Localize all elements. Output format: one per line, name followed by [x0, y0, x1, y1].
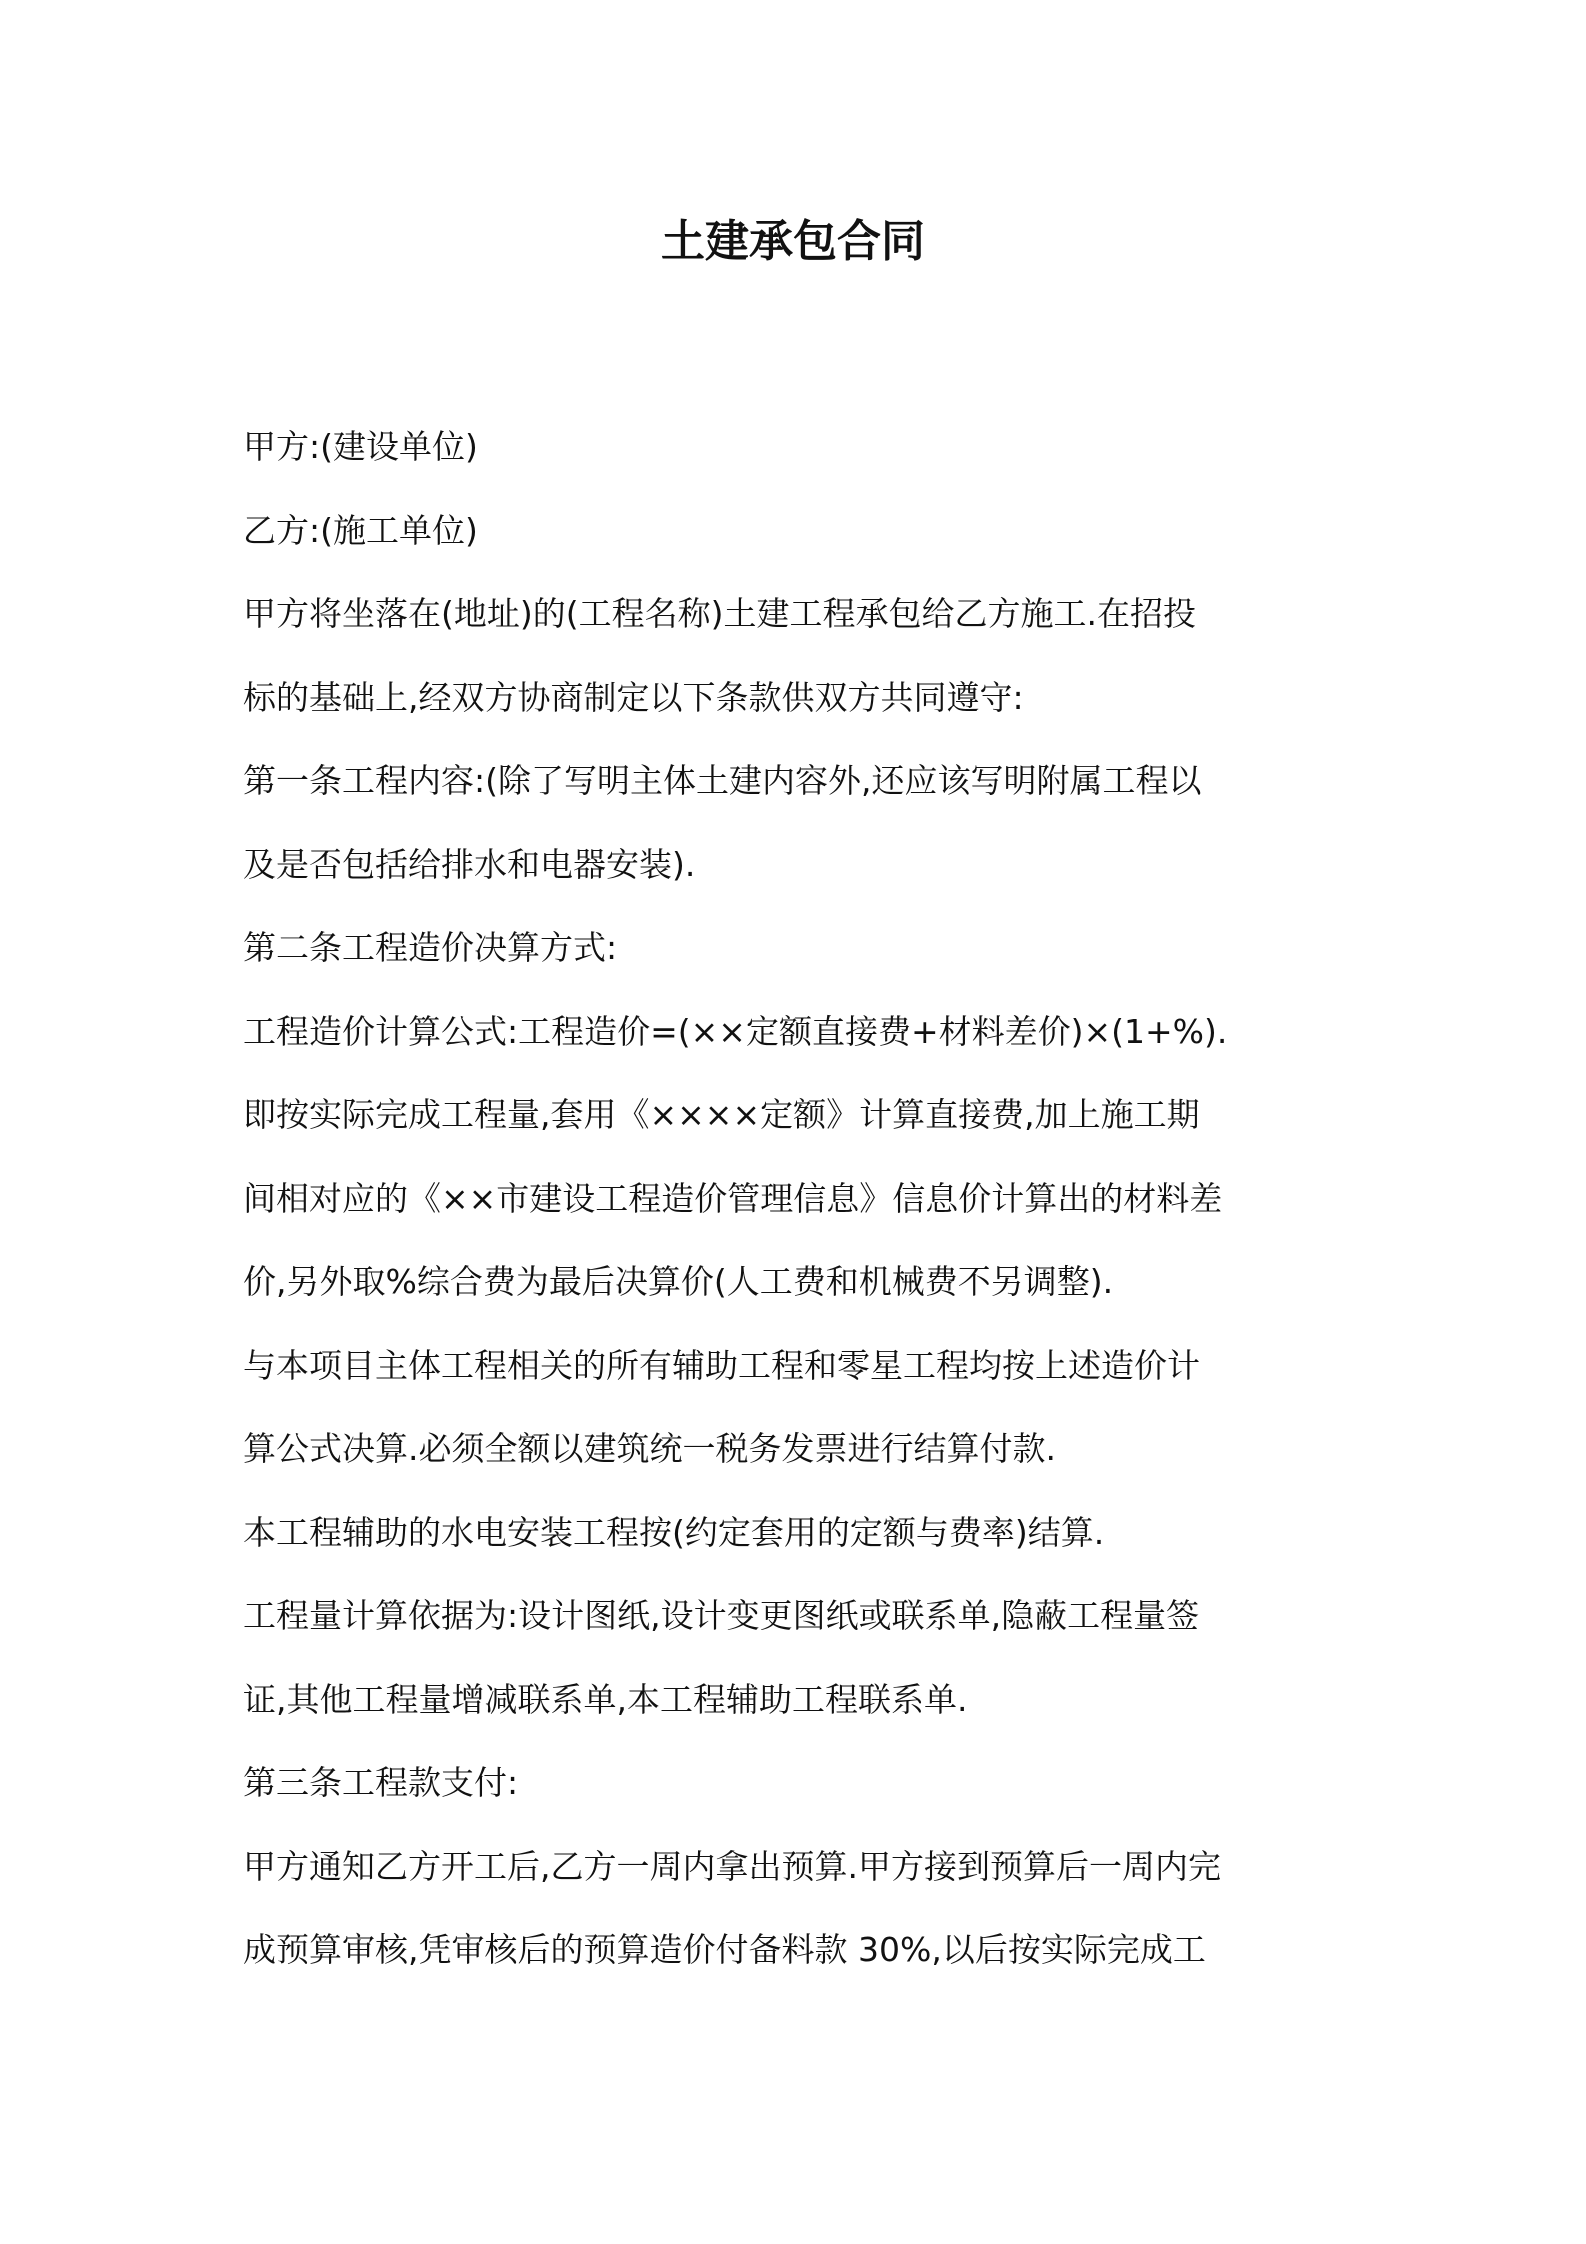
article-2-text-line-2: 间相对应的《××市建设工程造价管理信息》信息价计算出的材料差: [243, 1178, 1223, 1218]
document-body: [243, 405, 1363, 1992]
article-2-text-line-7: 工程量计算依据为:设计图纸,设计变更图纸或联系单,隐蔽工程量签: [243, 1596, 1200, 1635]
preamble-line-1: 甲方将坐落在(地址)的(工程名称)土建工程承包给乙方施工.在招投: [243, 594, 1196, 633]
article-2-text-line-1: 即按实际完成工程量,套用《××××定额》计算直接费,加上施工期: [243, 1095, 1200, 1134]
document-title: 土建承包合同: [661, 216, 925, 267]
article-1-line-2: 及是否包括给排水和电器安装).: [243, 844, 696, 884]
article-2-text-line-5: 算公式决算.必须全额以建筑统一税务发票进行结算付款.: [243, 1429, 1056, 1468]
article-2-text-line-3: 价,另外取%综合费为最后决算价(人工费和机械费不另调整).: [243, 1262, 1114, 1301]
article-1-line-1: 第一条工程内容:(除了写明主体土建内容外,还应该写明附属工程以: [243, 761, 1202, 800]
party-b-line: 乙方:(施工单位): [243, 510, 478, 550]
article-2-heading: 第二条工程造价决算方式:: [243, 928, 618, 967]
article-2-text-line-8: 证,其他工程量增减联系单,本工程辅助工程联系单.: [243, 1679, 968, 1719]
article-3-text-line-1: 甲方通知乙方开工后,乙方一周内拿出预算.甲方接到预算后一周内完: [243, 1846, 1221, 1886]
article-2-text-line-4: 与本项目主体工程相关的所有辅助工程和零星工程均按上述造价计: [243, 1345, 1200, 1385]
article-2-formula-line: 工程造价计算公式:工程造价=(××定额直接费+材料差价)×(1+%).: [243, 1011, 1228, 1051]
article-3-heading: 第三条工程款支付:: [243, 1763, 519, 1802]
party-a-line: 甲方:(建设单位): [243, 427, 478, 466]
preamble-line-2: 标的基础上,经双方协商制定以下条款供双方共同遵守:: [243, 677, 1024, 717]
article-2-text-line-6: 本工程辅助的水电安装工程按(约定套用的定额与费率)结算.: [243, 1512, 1105, 1552]
article-3-text-line-2: 成预算审核,凭审核后的预算造价付备料款 30%,以后按实际完成工: [243, 1930, 1206, 1969]
